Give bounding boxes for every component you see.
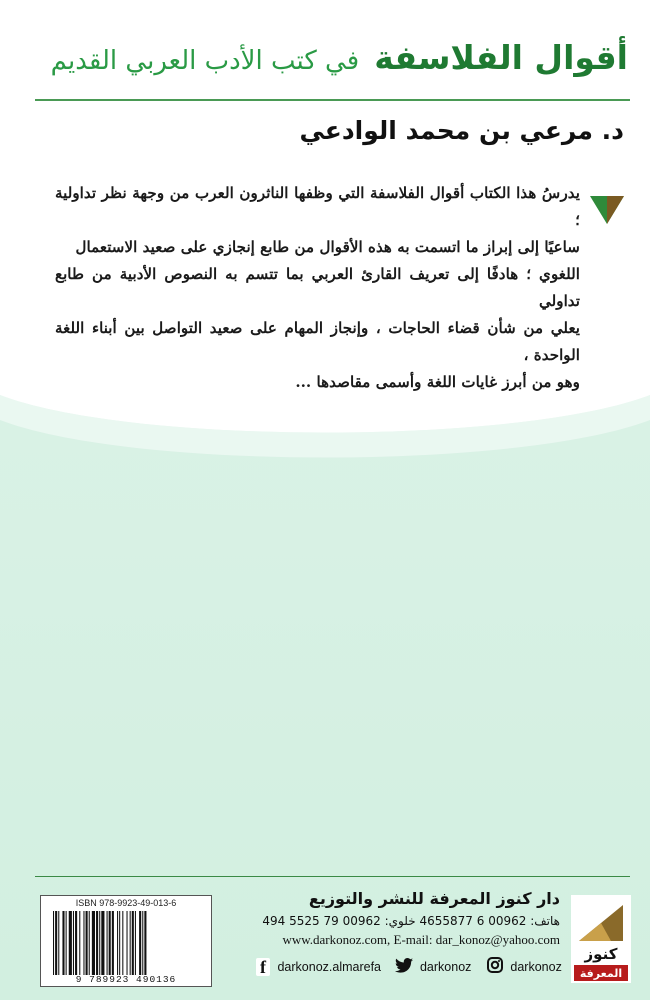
description-line: وهو من أبرز غايات اللغة وأسمى مقاصدها ... [295, 373, 580, 391]
bullet-triangle-icon [590, 194, 624, 224]
title-subtitle: في كتب الأدب العربي القديم [50, 46, 360, 76]
twitter-handle[interactable]: darkonoz [419, 959, 472, 974]
description-line: ساعيًا إلى إبراز ما اتسمت به هذه الأقوال من طابع إنجازي على صعيد الاستعمال [75, 238, 580, 256]
publisher-info [180, 887, 560, 949]
description-line: يعلي من شأن قضاء الحاجات ، وإنجاز المهام على صعيد التواصل بين أبناء اللغة الواحدة ، [55, 319, 580, 364]
publisher-name: دار كنوز المعرفة للنشر والتوزيع [308, 889, 560, 908]
description-line: يدرسُ هذا الكتاب أقوال الفلاسفة التي وظفها الناثرون العرب من وجهة نظر تداولية ؛ [55, 184, 580, 229]
description-line: اللغوي ؛ هادفًا إلى تعريف القارئ العربي بما تتسم به النصوص الأدبية من طابع تداولي [55, 265, 580, 310]
facebook-icon: f [256, 958, 270, 976]
title-divider [35, 99, 630, 101]
book-description [55, 180, 580, 396]
instagram-handle[interactable]: darkonoz [510, 959, 562, 974]
publisher-phone: هاتف: 00962 6 4655877 خلوي: 00962 79 5525 494 [262, 914, 560, 928]
book-title [18, 38, 628, 77]
footer-divider [35, 876, 630, 877]
isbn-digits: 9 789923 490136 [75, 974, 177, 985]
title-main: أقوال الفلاسفة [374, 38, 628, 77]
facebook-handle[interactable]: darkonoz.almarefa [277, 959, 382, 974]
isbn-label: ISBN 978-9923-49-013-6 [75, 898, 177, 908]
social-links [256, 957, 566, 979]
twitter-icon [395, 958, 413, 976]
logo-text-top: كنوز [584, 945, 618, 963]
publisher-web: www.darkonoz.com, E-mail: dar_konoz@yahoo.com [282, 932, 560, 947]
logo-text-bottom: المعرفة [579, 967, 623, 980]
instagram-icon [487, 957, 503, 976]
author-name: د. مرعي بن محمد الوادعي [299, 116, 624, 145]
publisher-logo [571, 895, 631, 983]
